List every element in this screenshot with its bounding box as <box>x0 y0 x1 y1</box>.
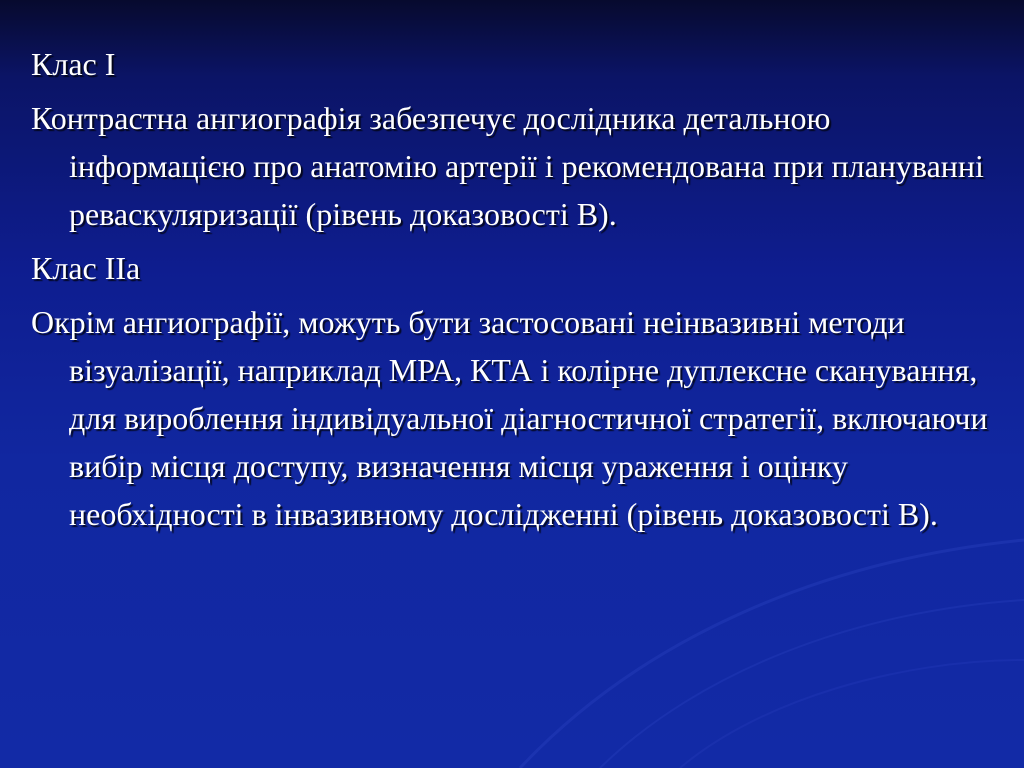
class-iia-text: Окрім ангиографії, можуть бути застосовані неінвазивні методи візуалізації, наприклад МРА, КТА і колірне дуплексне сканування, для вироблення індивідуальної діагностичної стратегії, включаючи вибір місця доступу, визначення місця ураження і оцінку необхідності в інвазивному дослідженні (рівень доказовості В). <box>31 304 988 532</box>
class-i-heading: Клас І <box>31 46 116 82</box>
class-i-text: Контрастна ангиографія забезпечує дослідника детальною інформацією про анатомію артерії і рекомендована при плануванні реваскуляризації (рівень доказовості В). <box>31 100 984 232</box>
class-iia-heading: Клас ІІа <box>31 250 141 286</box>
slide-body <box>31 40 1006 544</box>
